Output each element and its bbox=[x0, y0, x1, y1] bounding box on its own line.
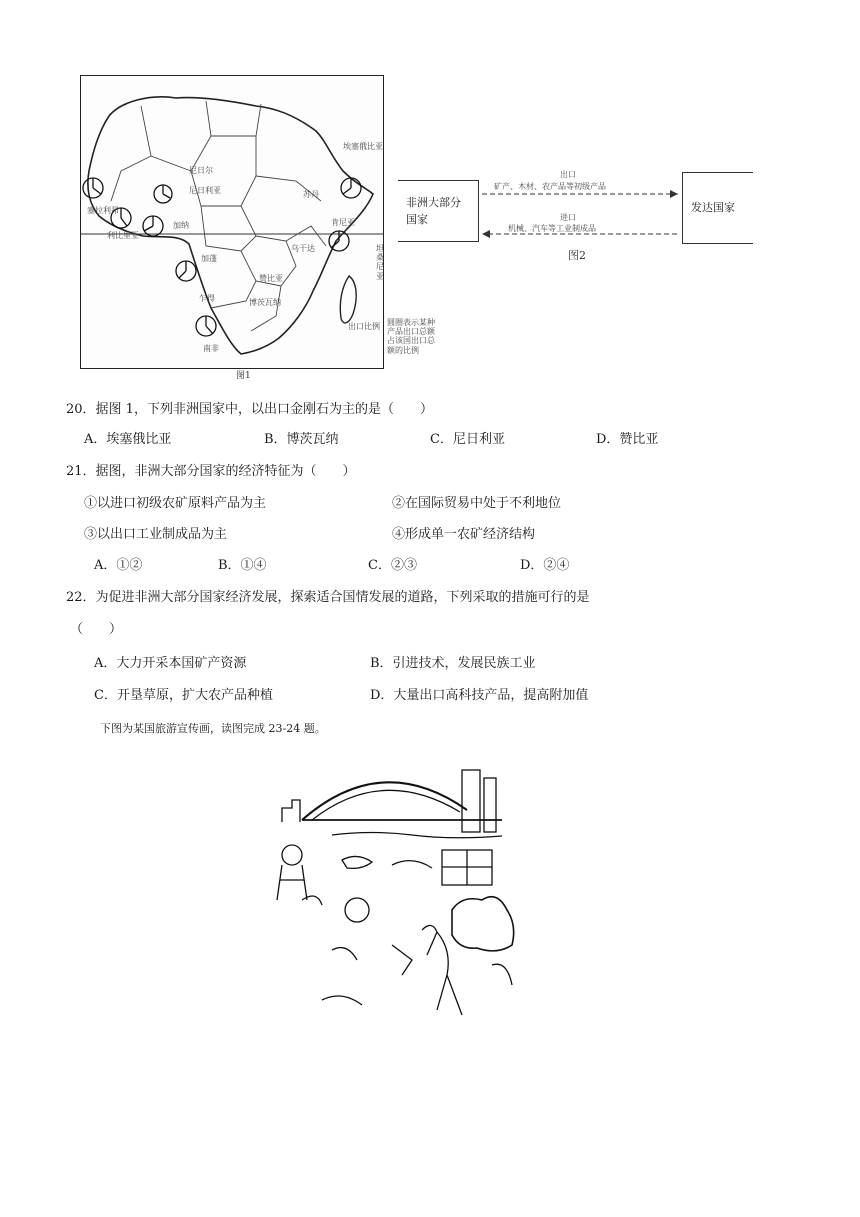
q22-answer-paren: （ ） bbox=[70, 622, 123, 637]
figure1-map bbox=[80, 75, 384, 369]
legend-line-4: 额的比例 bbox=[387, 345, 419, 355]
q21-option-b: B．①④ bbox=[218, 558, 267, 573]
figure1-caption: 图1 bbox=[236, 371, 251, 381]
legend-line-1: 圆圈表示某种 bbox=[387, 318, 435, 327]
map-label-liberia: 利比里亚 bbox=[107, 231, 139, 240]
map-label-sudan: 苏丹 bbox=[303, 190, 319, 199]
fig2-export-label: 出口 bbox=[560, 170, 576, 179]
map-side-label: 出口比例 bbox=[348, 322, 380, 331]
q21-option-c: C．②③ bbox=[368, 558, 417, 573]
q20-stem: 20．据图 1，下列非洲国家中，以出口金刚石为主的是（ ） bbox=[66, 402, 433, 417]
q21-statement-2: ②在国际贸易中处于不利地位 bbox=[392, 496, 562, 511]
q20-option-c: C．尼日利亚 bbox=[430, 432, 505, 447]
q21-option-a: A．①② bbox=[94, 558, 143, 573]
q20-option-a: A．埃塞俄比亚 bbox=[84, 432, 172, 447]
map-label-botswana: 博茨瓦纳 bbox=[249, 298, 281, 307]
fig2-import-text: 机械、汽车等工业制成品 bbox=[508, 224, 596, 233]
fig2-export-text: 矿产、木材、农产品等初级产品 bbox=[494, 182, 606, 191]
fig2-right-label: 发达国家 bbox=[691, 201, 735, 214]
q21-statement-1: ①以进口初级农矿原料产品为主 bbox=[84, 496, 267, 511]
legend-line-2: 产品出口总额 bbox=[387, 327, 435, 337]
map-label-uganda: 乌干达 bbox=[291, 244, 315, 253]
map-label-zambia: 赞比亚 bbox=[259, 274, 283, 283]
legend-line-3: 占该国出口总 bbox=[387, 336, 435, 346]
q22-option-b: B．引进技术，发展民族工业 bbox=[370, 656, 536, 671]
fig2-right-box bbox=[682, 172, 753, 244]
tourism-poster-illustration bbox=[262, 760, 532, 1030]
map-label-niger: 尼日尔 bbox=[189, 166, 213, 175]
q21-option-d: D．②④ bbox=[520, 558, 570, 573]
q22-option-d: D．大量出口高科技产品，提高附加值 bbox=[370, 688, 589, 703]
q22-option-c: C．开垦草原，扩大农产品种植 bbox=[94, 688, 273, 703]
map-label-tanzania: 坦桑尼亚 bbox=[376, 244, 384, 281]
map-label-chad: 乍得 bbox=[199, 294, 215, 303]
q21-statement-4: ④形成单一农矿经济结构 bbox=[392, 527, 536, 542]
map-label-ghana: 加纳 bbox=[173, 221, 189, 230]
q21-stem: 21．据图，非洲大部分国家的经济特征为（ ） bbox=[66, 464, 356, 479]
q23-intro: 下图为某国旅游宣传画，读图完成 23-24 题。 bbox=[100, 722, 326, 735]
map-label-sierra-leone: 塞拉利昂 bbox=[87, 206, 119, 215]
fig2-import-label: 进口 bbox=[560, 213, 576, 222]
map-label-ethiopia: 埃塞俄比亚 bbox=[343, 142, 383, 151]
map-label-kenya: 肯尼亚 bbox=[331, 218, 355, 227]
map-label-south-africa: 南非 bbox=[203, 344, 219, 353]
fig2-left-label: 非洲大部分国家 bbox=[406, 196, 461, 226]
q22-stem: 22．为促进非洲大部分国家经济发展，探索适合国情发展的道路，下列采取的措施可行的是 bbox=[66, 590, 590, 605]
q20-option-b: B．博茨瓦纳 bbox=[264, 432, 339, 447]
figure2-caption: 图2 bbox=[568, 249, 586, 262]
fig2-left-box bbox=[398, 180, 479, 242]
map-legend bbox=[387, 318, 447, 355]
q21-statement-3: ③以出口工业制成品为主 bbox=[84, 527, 228, 542]
map-label-nigeria: 尼日利亚 bbox=[189, 186, 221, 195]
q22-option-a: A．大力开采本国矿产资源 bbox=[94, 656, 247, 671]
q20-option-d: D．赞比亚 bbox=[596, 432, 659, 447]
map-label-gabon: 加蓬 bbox=[201, 254, 217, 263]
